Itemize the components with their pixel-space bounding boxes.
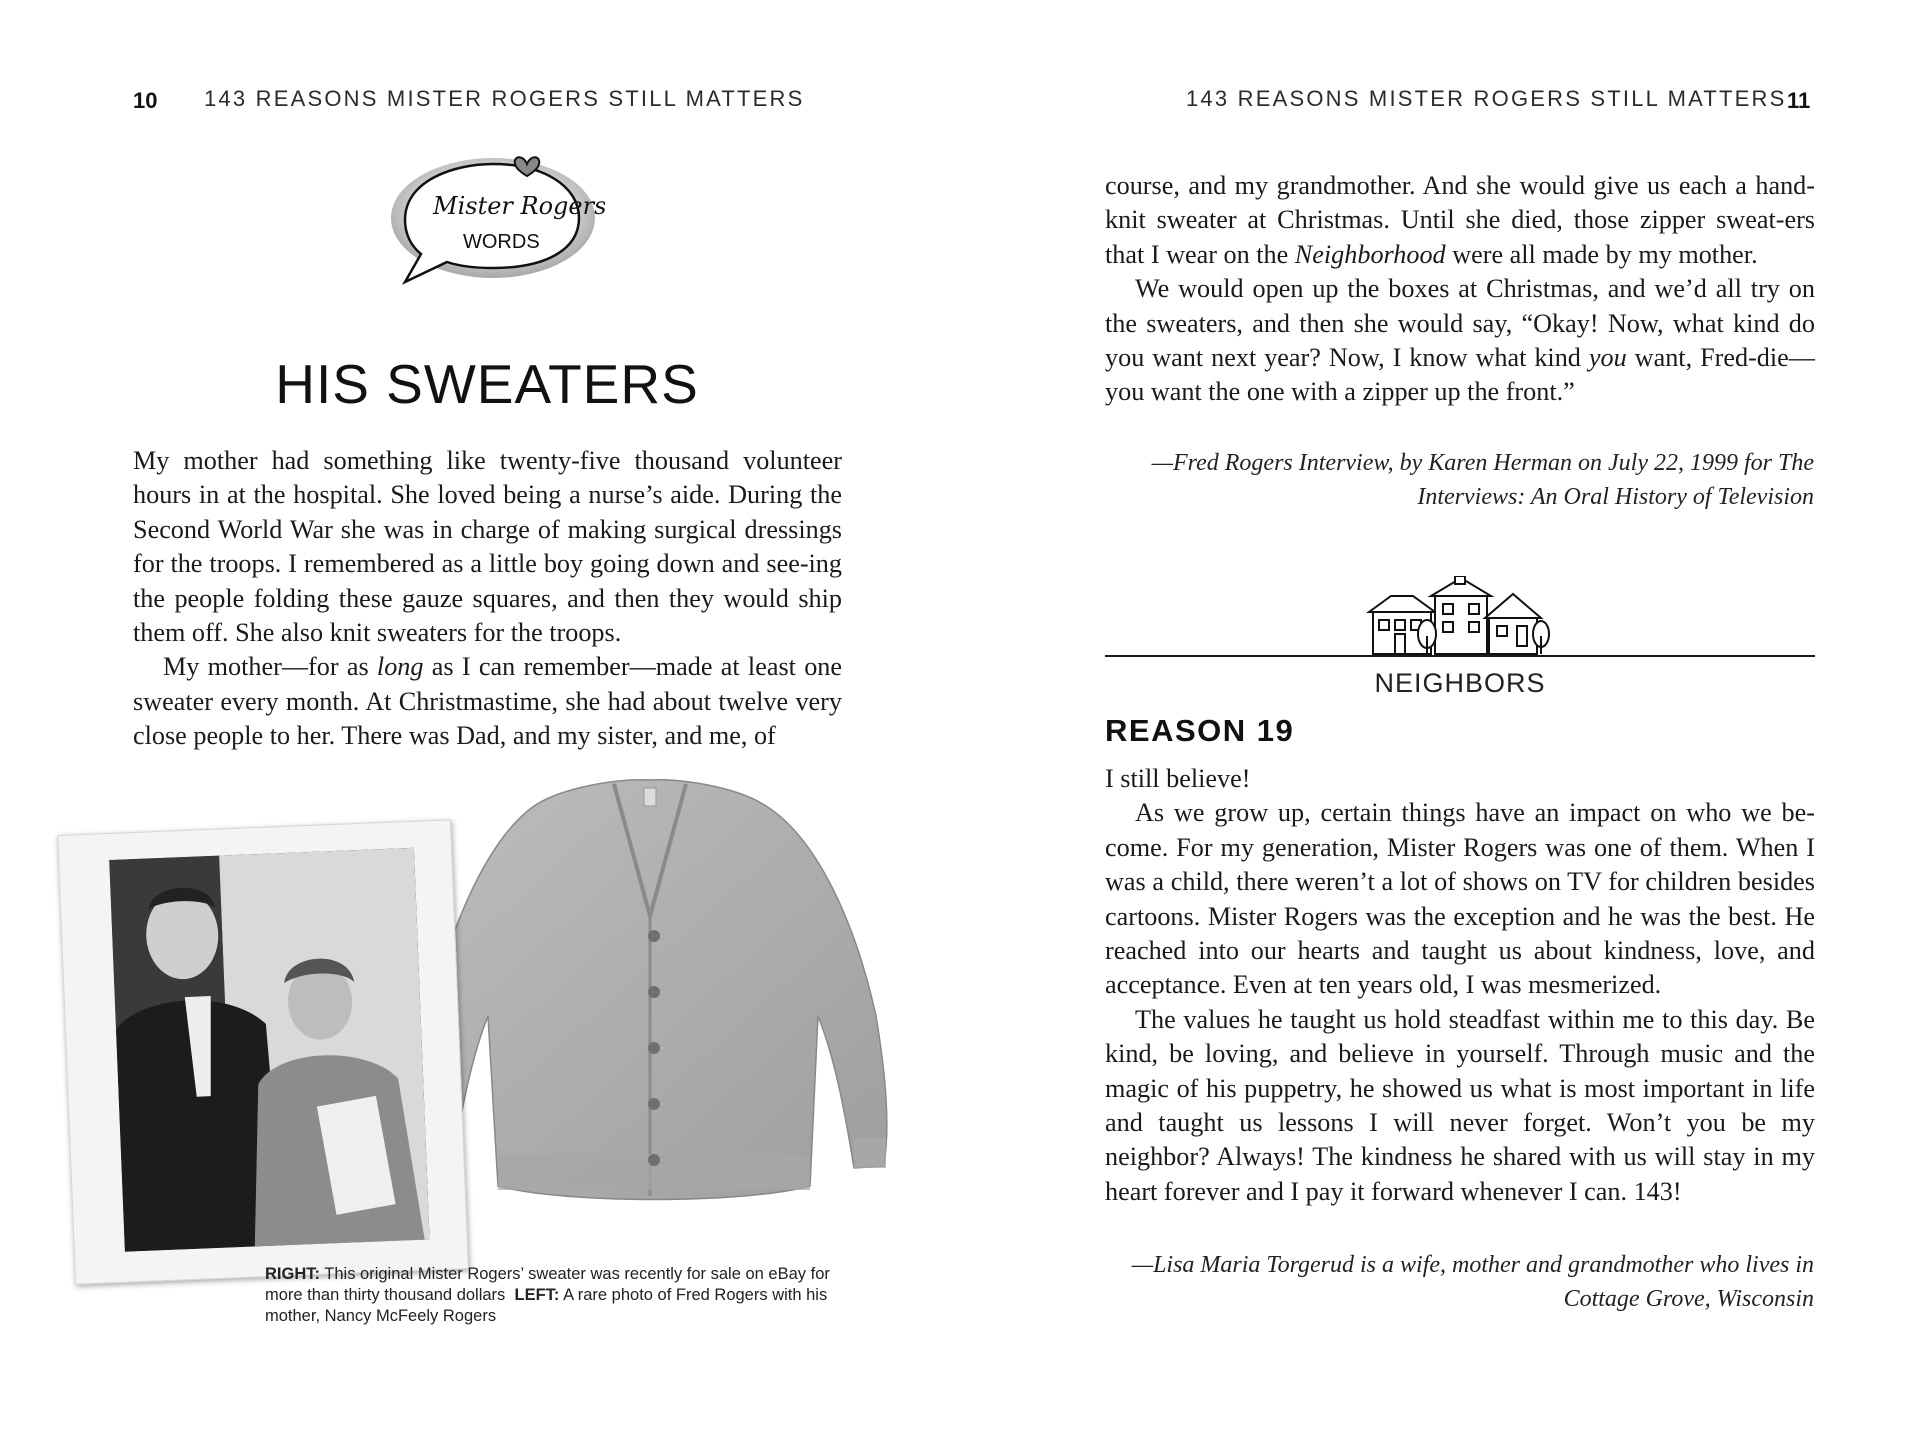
neighbors-divider	[1105, 576, 1815, 706]
body-paragraph: My mother—for as long as I can remember—made at least one sweater every month. At Christmastime, she had about twelve very close people to her. There was Dad, and my sister, and me, of	[133, 652, 843, 751]
body-paragraph: As we grow up, certain things have an impact on who we be-come. For my generation, Mister Rogers was one of them. When I was a child, there weren’t a lot of shows on TV for children besides cartoons. Mister Rogers was the exception and he was the best. He reached into our hearts and taught us about kindness, love, and acceptance. Even at ten years old, I was mesmerized.	[1105, 798, 1815, 1000]
body-paragraph: I still believe!	[1105, 764, 1251, 793]
body-paragraph: My mother had something like twenty-five thousand volunteer hours in at the hospital. She loved being a nurse’s aide. During the Second World War she was in charge of making surgical dressings for the troops. I remembered as a little boy going down and see-ing the people folding these gauze squares, and then they would ship them off. She also knit sweaters for the troops.	[133, 446, 842, 648]
sweater-photo	[414, 766, 894, 1236]
body-paragraph: The values he taught us hold steadfast within me to this day. Be kind, be loving, and believe in yourself. Through music and the magic of his puppetry, he showed us what is most important in life and taught us lessons I will never forget. Won’t you be my neighbor? Always! The kindness he shared with us will stay in my heart forever and I pay it forward whenever I can. 143!	[1105, 1004, 1815, 1206]
page-number-right: 11	[1787, 88, 1811, 113]
right-body-text	[1105, 169, 1815, 410]
running-head-right: 143 REASONS MISTER ROGERS STILL MATTERS	[1186, 86, 1787, 111]
attribution-contributor: —Lisa Maria Torgerud is a wife, mother and grandmother who lives in Cottage Grove, Wisconsin	[1131, 1252, 1814, 1312]
mister-rogers-words-logo	[375, 150, 605, 300]
vintage-photo-frame	[57, 819, 469, 1284]
reason-heading: REASON 19	[1105, 713, 1295, 748]
divider-label: NEIGHBORS	[1374, 668, 1546, 698]
divider-rule	[1105, 655, 1815, 657]
page-number-left: 10	[133, 88, 158, 113]
left-body-text	[133, 444, 842, 754]
houses-icon	[1365, 576, 1550, 658]
body-paragraph: We would open up the boxes at Christmas, and we’d all try on the sweaters, and then she would say, “Okay! Now, what kind do you want next year? Now, I know what kind you want, Fred-die—you want the one with a zipper up the front.”	[1105, 274, 1815, 407]
photo-fred-and-mother	[109, 848, 429, 1252]
svg-text:Mister Rogers: Mister Rogers	[433, 192, 605, 220]
body-paragraph: course, and my grandmother. And she would give us each a hand-knit sweater at Christmas. Until she died, those zipper sweat-ers that I wear on the Neighborhood were all made by my mother.	[1105, 171, 1815, 269]
photo-caption: RIGHT: This original Mister Rogers’ sweater was recently for sale on eBay for more than thirty thousand dollars LEFT: A rare photo of Fred Rogers with his mother, Nancy McFeely Rogers	[265, 1265, 830, 1325]
reason-body-text	[1105, 762, 1815, 1209]
svg-text:WORDS: WORDS	[463, 231, 540, 253]
attribution-interview: —Fred Rogers Interview, by Karen Herman on July 22, 1999 for The Interviews: An Oral History of Television	[1151, 450, 1814, 510]
running-head-left: 143 REASONS MISTER ROGERS STILL MATTERS	[204, 86, 805, 111]
section-title: HIS SWEATERS	[275, 353, 699, 415]
speech-bubble-icon	[375, 150, 605, 300]
